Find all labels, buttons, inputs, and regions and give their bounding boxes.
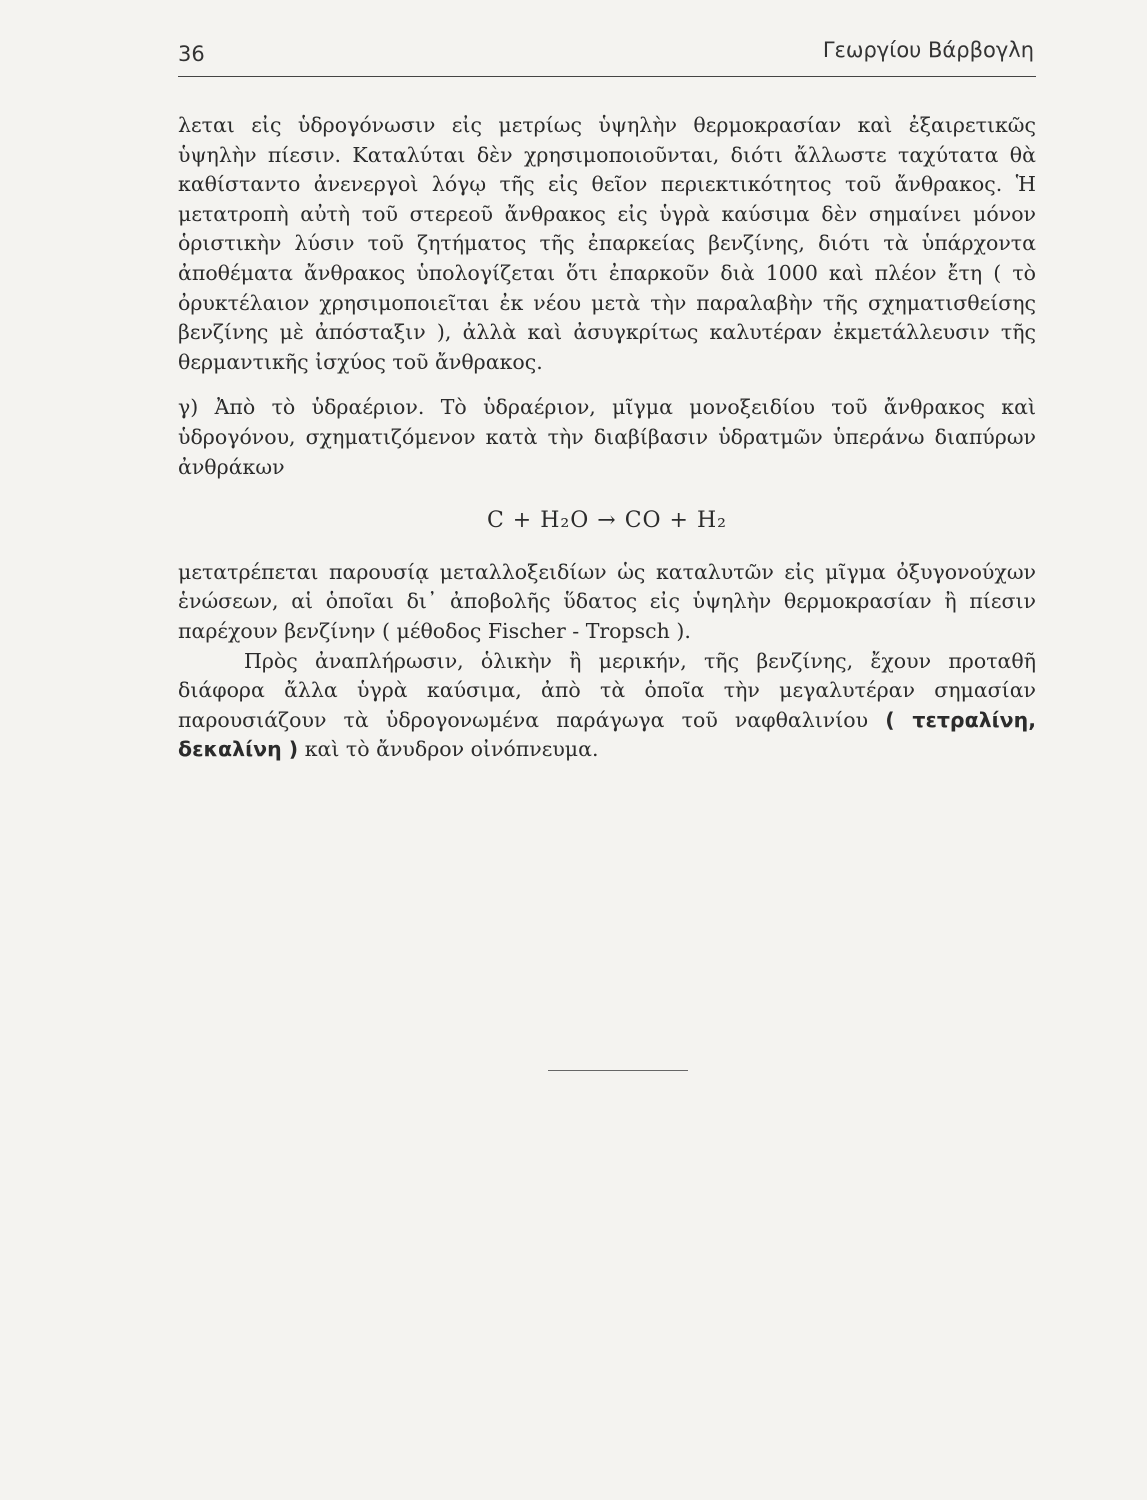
- page-header: [178, 38, 1034, 78]
- bold-terms: ( τετραλίνη, δεκαλίνη ): [178, 707, 1036, 762]
- paragraph-alternative-fuels-end: καὶ τὸ ἄνυδρον οἰνόπνευμα.: [298, 737, 599, 762]
- paragraph-fischer-tropsch: μετατρέπεται παρουσίᾳ μεταλλοξειδίων ὡς καταλυτῶν εἰς μῖγμα ὀξυγονούχων ἑνώσεων, αἱ ὁποῖαι δι᾽ ἀποβολῆς ὕδατος εἰς ὑψηλὴν θερμοκρασίαν ἢ πίεσιν παρέχουν βενζίνην ( μέθοδος Fischer - Tropsch ).: [178, 559, 1036, 643]
- paragraph-continuation: λεται εἰς ὑδρογόνωσιν εἰς μετρίως ὑψηλὴν θερμοκρασίαν καὶ ἐξαιρετικῶς ὑψηλὴν πίεσιν. Καταλύται δὲν χρησιμοποιοῦνται, διότι ἄλλωστε ταχύτατα θὰ καθίσταντο ἀνενεργοὶ λόγῳ τῆς εἰς θεῖον περιεκτικότητος τοῦ ἄνθρακος. Ἡ μετατροπὴ αὐτὴ τοῦ στερεοῦ ἄνθρακος εἰς ὑγρὰ καύσιμα δὲν σημαίνει μόνον ὁριστικὴν λύσιν τοῦ ζητήματος τῆς ἐπαρκείας βενζίνης, διότι τὰ ὑπάρχοντα ἀποθέματα ἄνθρακος ὑπολογίζεται ὅτι ἐπαρκοῦν διὰ 1000 καὶ πλέον ἔτη ( τὸ ὀρυκτέλαιον χρησιμοποιεῖται ἐκ νέου μετὰ τὴν παραλαβὴν τῆς σχηματισθείσης βενζίνης μὲ ἀπόσταξιν ), ἀλλὰ καὶ ἀσυγκρίτως καλυτέραν ἐκμετάλλευσιν τῆς θερμαντικῆς ἰσχύος τοῦ ἄνθρακος.: [178, 113, 1036, 374]
- paragraph-alternative-fuels: [178, 647, 1036, 765]
- chemical-equation: C + H₂O → CO + H₂: [486, 508, 727, 534]
- paragraph-alternative-fuels-text: Πρὸς ἀναπλήρωσιν, ὁλικὴν ἢ μερικήν, τῆς βενζίνης, ἔχουν προταθῆ διάφορα ἄλλα ὑγρὰ καύσιμα, ἀπὸ τὰ ὁποῖα τὴν μεγαλυτέραν σημασίαν παρουσιάζουν τὰ ὑδρογονωμένα παράγωγα τοῦ ναφθαλινίου: [178, 648, 1036, 732]
- paragraph-water-gas: [178, 393, 1036, 482]
- header-rule: [178, 76, 1036, 77]
- section-end-rule: [548, 1070, 688, 1071]
- page-number: 36: [178, 42, 205, 66]
- paragraph-water-gas-text: Τὸ ὑδραέριον, μῖγμα μονοξειδίου τοῦ ἄνθρακος καὶ ὑδρογόνου, σχηματιζόμενον κατὰ τὴν διαβίβασιν ὑδρατμῶν ὑπεράνω διαπύρων ἀνθράκων: [178, 395, 1036, 479]
- running-head: Γεωργίου Βάρβογλη: [822, 38, 1034, 62]
- body-text: [178, 111, 1036, 765]
- section-heading-water-gas: γ) Ἀπὸ τὸ ὑδραέριον.: [178, 395, 425, 420]
